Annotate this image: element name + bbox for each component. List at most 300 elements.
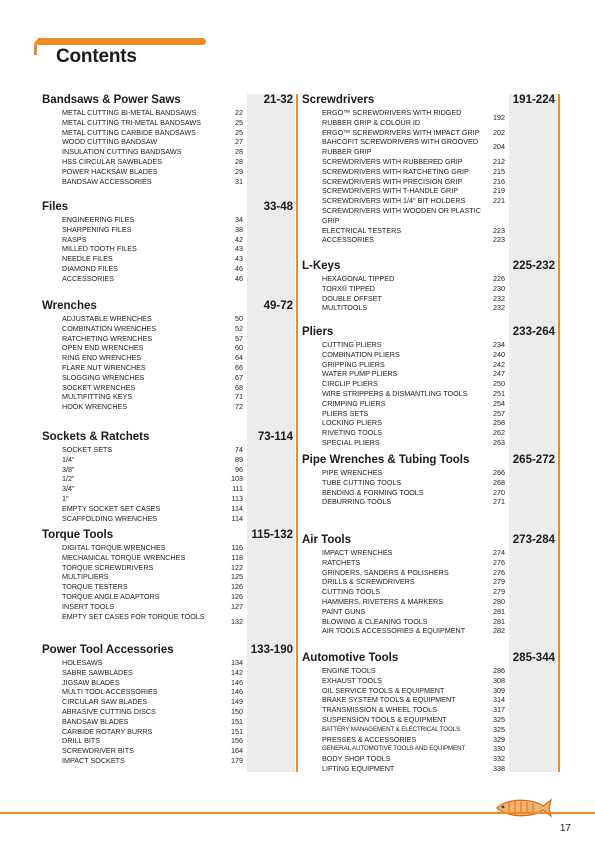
page-title: Contents [56, 46, 137, 67]
list-item[interactable] [322, 428, 507, 438]
item-label: RASPS [62, 234, 87, 244]
item-label: GRIPPING PLIERS [322, 359, 385, 369]
list-item[interactable] [62, 324, 245, 334]
item-label: IMPACT WRENCHES [322, 548, 393, 557]
item-label: SCREWDRIVER BITS [62, 746, 134, 756]
list-item[interactable] [62, 707, 245, 717]
item-label: LIFTING EQUIPMENT [322, 763, 395, 773]
list-item[interactable] [322, 577, 507, 587]
list-item[interactable] [62, 658, 245, 668]
item-label: MULTIFITTING KEYS [62, 392, 133, 402]
item-page-number: 240 [493, 349, 505, 359]
item-label: DEBURRING TOOLS [322, 497, 392, 507]
list-item[interactable] [62, 118, 245, 128]
item-label: CIRCULAR SAW BLADES [62, 697, 148, 707]
item-label: SCREWDRIVERS WITH RUBBERED GRIP [322, 156, 463, 166]
item-page-number: 114 [231, 503, 243, 513]
list-item[interactable] [322, 303, 507, 313]
item-label: OIL SERVICE TOOLS & EQUIPMENT [322, 685, 445, 695]
item-page-number: 317 [493, 705, 505, 715]
list-item[interactable] [322, 568, 507, 578]
list-item[interactable] [322, 468, 507, 478]
item-page-number: 34 [235, 215, 243, 224]
item-page-number: 266 [493, 468, 505, 477]
list-item[interactable] [322, 695, 507, 705]
item-page-number: 254 [493, 398, 505, 408]
item-page-number: 192 [493, 113, 505, 122]
item-page-number: 242 [493, 359, 505, 369]
item-page-number: 72 [235, 402, 243, 412]
list-item[interactable] [322, 705, 507, 715]
list-item[interactable] [322, 607, 507, 617]
list-item[interactable] [62, 543, 245, 553]
item-label: IMPACT SOCKETS [62, 755, 125, 765]
item-label: CIRCLIP PLIERS [322, 379, 378, 389]
item-page-number: 281 [493, 616, 505, 626]
item-page-number: 216 [493, 176, 505, 186]
item-page-number: 276 [493, 567, 505, 577]
section-page-range: 73-114 [257, 431, 293, 443]
item-label: BANDSAW ACCESSORIES [62, 176, 152, 186]
item-page-number: 258 [493, 418, 505, 428]
list-item[interactable] [62, 137, 245, 147]
item-page-number: 219 [493, 186, 505, 196]
list-item[interactable] [62, 314, 245, 324]
item-label: JIGSAW BLADES [62, 677, 120, 687]
list-item[interactable] [62, 373, 245, 383]
item-page-number: 28 [235, 147, 243, 157]
item-page-number: 270 [493, 487, 505, 497]
item-label: CARBIDE ROTARY BURRS [62, 726, 153, 736]
list-item[interactable] [62, 157, 245, 167]
list-item[interactable] [322, 666, 507, 676]
list-item[interactable] [62, 756, 245, 766]
item-page-number: 223 [493, 235, 505, 245]
item-label: PRESSES & ACCESSORIES [322, 734, 417, 744]
section-page-range: 285-344 [512, 652, 555, 664]
item-label: CRIMPING PLIERS [322, 398, 386, 408]
item-label: BATTERY MANAGEMENT & ELECTRICAL TOOLS [322, 725, 461, 733]
list-item[interactable] [322, 399, 507, 409]
list-item[interactable] [322, 389, 507, 399]
item-label: WATER PUMP PLIERS [322, 369, 398, 379]
item-page-number: 43 [235, 244, 243, 254]
page-range-shade [509, 94, 557, 772]
list-item[interactable] [322, 274, 507, 284]
list-item[interactable] [62, 363, 245, 373]
list-item[interactable] [62, 244, 245, 254]
item-page-number: 164 [231, 746, 243, 756]
list-item[interactable] [322, 167, 507, 177]
list-item[interactable] [62, 455, 245, 465]
list-item[interactable] [62, 334, 245, 344]
list-item[interactable] [322, 715, 507, 725]
item-label: COMBINATION WRENCHES [62, 323, 157, 333]
item-label: SABRE SAWBLADES [62, 667, 133, 677]
item-label: EMPTY SET CASES FOR TORQUE TOOLS [62, 611, 205, 621]
section-title: Torque Tools [42, 529, 114, 541]
list-item[interactable] [322, 177, 507, 187]
item-label: CUTTING TOOLS [322, 587, 381, 597]
list-item[interactable] [62, 484, 245, 494]
list-item[interactable] [322, 597, 507, 607]
list-item[interactable] [322, 369, 507, 379]
list-item[interactable] [62, 353, 245, 363]
section-title: Wrenches [42, 300, 97, 312]
item-label: AIR TOOLS ACCESSORIES & EQUIPMENT [322, 626, 466, 636]
item-label: LOCKING PLIERS [322, 418, 382, 428]
item-page-number: 276 [493, 557, 505, 567]
section-item-list [62, 543, 245, 626]
section-title: Pipe Wrenches & Tubing Tools [302, 454, 470, 466]
section-title: Power Tool Accessories [42, 644, 174, 656]
list-item[interactable] [62, 128, 245, 138]
section-page-range: 33-48 [263, 201, 293, 213]
list-item[interactable] [322, 735, 507, 745]
item-label: DRILLS & SCREWDRIVERS [322, 577, 415, 587]
item-label: METAL CUTTING CARBIDE BANDSAWS [62, 127, 196, 137]
list-item[interactable] [62, 678, 245, 688]
item-label: GRINDERS, SANDERS & POLISHERS [322, 567, 449, 577]
section-page-range: 273-284 [512, 534, 555, 546]
item-label: TUBE CUTTING TOOLS [322, 477, 402, 487]
item-label: 3/8" [62, 464, 75, 474]
item-label: SCREWDRIVERS WITH PRECISION GRIP [322, 176, 463, 186]
section-title: Air Tools [302, 534, 351, 546]
list-item[interactable] [62, 167, 245, 177]
item-label: EXHAUST TOOLS [322, 675, 382, 685]
item-page-number: 146 [231, 687, 243, 697]
list-item[interactable] [322, 379, 507, 389]
item-page-number: 257 [493, 408, 505, 418]
item-label: 1/4" [62, 454, 75, 464]
list-item[interactable] [62, 445, 245, 455]
item-label: PIPE WRENCHES [322, 468, 383, 477]
list-item[interactable] [62, 215, 245, 225]
item-page-number: 204 [493, 142, 505, 152]
list-item[interactable] [62, 746, 245, 756]
item-page-number: 149 [231, 697, 243, 707]
item-label: ERGO™ SCREWDRIVERS WITH RIDGED RUBBER GRIP & COLOUR ID [322, 108, 462, 127]
list-item[interactable] [322, 725, 507, 735]
item-label: GENERAL AUTOMOTIVE TOOLS AND EQUIPMENT [322, 745, 466, 753]
list-item[interactable] [322, 294, 507, 304]
list-item[interactable] [62, 697, 245, 707]
item-page-number: 118 [231, 552, 243, 562]
list-item[interactable] [62, 474, 245, 484]
item-page-number: 122 [231, 562, 243, 572]
item-label: PLIERS SETS [322, 408, 369, 418]
item-label: ABRASIVE CUTTING DISCS [62, 706, 156, 716]
item-page-number: 96 [235, 464, 243, 474]
list-item[interactable] [62, 582, 245, 592]
item-page-number: 280 [493, 596, 505, 606]
item-page-number: 25 [235, 117, 243, 127]
item-label: DIGITAL TORQUE WRENCHES [62, 543, 166, 552]
item-page-number: 271 [493, 497, 505, 507]
item-page-number: 150 [231, 706, 243, 716]
list-item[interactable] [62, 402, 245, 412]
item-label: SLOGGING WRENCHES [62, 372, 145, 382]
list-item[interactable] [322, 128, 507, 138]
item-page-number: 74 [235, 445, 243, 454]
item-page-number: 309 [493, 685, 505, 695]
item-label: 1" [62, 493, 69, 503]
item-label: MILLED TOOTH FILES [62, 244, 137, 254]
item-page-number: 111 [232, 484, 243, 494]
list-item[interactable] [62, 225, 245, 235]
item-page-number: 42 [235, 234, 243, 244]
item-label: BENDING & FORMING TOOLS [322, 487, 424, 497]
list-item[interactable] [62, 494, 245, 504]
item-page-number: 38 [235, 224, 243, 234]
list-item[interactable] [62, 465, 245, 475]
list-item[interactable] [62, 108, 245, 118]
item-page-number: 325 [493, 724, 505, 734]
list-item[interactable] [322, 676, 507, 686]
item-label: METAL CUTTING TRI-METAL BANDSAWS [62, 117, 201, 127]
list-item[interactable] [62, 235, 245, 245]
list-item[interactable] [62, 563, 245, 573]
section-page-range: 265-272 [512, 454, 555, 466]
item-page-number: 212 [493, 156, 505, 166]
item-page-number: 250 [493, 379, 505, 389]
item-label: FLARE NUT WRENCHES [62, 362, 146, 372]
list-item[interactable] [322, 744, 507, 754]
item-page-number: 28 [235, 156, 243, 166]
list-item[interactable] [322, 108, 507, 128]
list-item[interactable] [322, 438, 507, 448]
list-item[interactable] [62, 611, 245, 626]
item-page-number: 247 [493, 369, 505, 379]
list-item[interactable] [62, 264, 245, 274]
item-page-number: 116 [231, 543, 243, 552]
section-title: Pliers [302, 326, 334, 338]
item-page-number: 29 [235, 166, 243, 176]
column-divider [296, 94, 298, 772]
item-page-number: 142 [231, 667, 243, 677]
list-item[interactable] [322, 206, 507, 226]
item-page-number: 262 [493, 428, 505, 438]
item-label: OPEN END WRENCHES [62, 343, 144, 353]
list-item[interactable] [322, 137, 507, 157]
item-label: INSERT TOOLS [62, 601, 115, 611]
list-item[interactable] [322, 478, 507, 488]
list-item[interactable] [322, 226, 507, 236]
item-label: DRILL BITS [62, 736, 101, 746]
list-item[interactable] [62, 177, 245, 187]
item-label: SOCKET SETS [62, 445, 113, 454]
item-page-number: 279 [493, 587, 505, 597]
item-label: METAL CUTTING BI-METAL BANDSAWS [62, 108, 197, 117]
list-item[interactable] [322, 488, 507, 498]
item-label: ENGINE TOOLS [322, 666, 376, 675]
list-item[interactable] [62, 343, 245, 353]
list-item[interactable] [322, 340, 507, 350]
item-page-number: 52 [235, 323, 243, 333]
item-label: BODY SHOP TOOLS [322, 754, 391, 764]
item-page-number: 71 [235, 392, 243, 402]
item-page-number: 25 [235, 127, 243, 137]
item-label: 3/4" [62, 484, 75, 494]
section-item-list [62, 445, 245, 523]
item-page-number: 232 [493, 303, 505, 313]
list-item[interactable] [322, 617, 507, 627]
item-label: SPECIAL PLIERS [322, 437, 380, 447]
item-label: SCREWDRIVERS WITH 1/4" BIT HOLDERS [322, 196, 466, 206]
section-item-list [322, 274, 507, 313]
item-page-number: 31 [235, 176, 243, 186]
item-page-number: 126 [231, 591, 243, 601]
item-page-number: 215 [493, 166, 505, 176]
item-label: POWER HACKSAW BLADES [62, 166, 158, 176]
item-label: SHARPENING FILES [62, 224, 132, 234]
list-item[interactable] [322, 626, 507, 636]
list-item[interactable] [62, 383, 245, 393]
item-page-number: 46 [235, 263, 243, 273]
list-item[interactable] [62, 687, 245, 697]
list-item[interactable] [62, 553, 245, 563]
item-page-number: 126 [231, 582, 243, 592]
list-item[interactable] [322, 558, 507, 568]
item-page-number: 66 [235, 362, 243, 372]
item-label: BAHCOFIT SCREWDRIVERS WITH GROOVED RUBBER GRIP [322, 137, 479, 157]
item-page-number: 114 [231, 513, 243, 523]
item-page-number: 282 [493, 626, 505, 636]
item-page-number: 329 [493, 734, 505, 744]
item-label: ADJUSTABLE WRENCHES [62, 314, 152, 323]
item-label: HSS CIRCULAR SAWBLADES [62, 156, 162, 166]
item-page-number: 127 [231, 601, 243, 611]
item-page-number: 43 [235, 254, 243, 264]
item-page-number: 50 [235, 314, 243, 323]
item-page-number: 281 [493, 606, 505, 616]
section-item-list [62, 314, 245, 412]
item-label: MULTI TOOL ACCESSORIES [62, 687, 158, 697]
item-label: BANDSAW BLADES [62, 716, 129, 726]
item-label: MULTITOOLS [322, 303, 368, 313]
item-label: ACCESSORIES [322, 235, 374, 245]
item-page-number: 68 [235, 382, 243, 392]
section-title: L-Keys [302, 260, 341, 272]
item-label: HEXAGONAL TIPPED [322, 274, 395, 283]
list-item[interactable] [322, 284, 507, 294]
list-item[interactable] [322, 548, 507, 558]
list-item[interactable] [62, 717, 245, 727]
list-item[interactable] [322, 764, 507, 774]
list-item[interactable] [322, 587, 507, 597]
section-title: Screwdrivers [302, 94, 375, 106]
list-item[interactable] [62, 147, 245, 157]
list-item[interactable] [322, 360, 507, 370]
list-item[interactable] [322, 186, 507, 196]
section-title: Automotive Tools [302, 652, 399, 664]
item-page-number: 151 [231, 716, 243, 726]
item-page-number: 46 [235, 273, 243, 283]
item-label: RATCHETING WRENCHES [62, 333, 153, 343]
item-label: SCREWDRIVERS WITH T-HANDLE GRIP [322, 186, 459, 196]
list-item[interactable] [322, 350, 507, 360]
list-item[interactable] [322, 497, 507, 507]
page-number: 17 [559, 823, 571, 834]
item-page-number: 325 [493, 714, 505, 724]
item-page-number: 251 [493, 388, 505, 398]
list-item[interactable] [322, 235, 507, 245]
section-page-range: 233-264 [512, 326, 555, 338]
list-item[interactable] [62, 736, 245, 746]
list-item[interactable] [62, 592, 245, 602]
item-page-number: 27 [235, 137, 243, 147]
item-label: ERGO™ SCREWDRIVERS WITH IMPACT GRIP [322, 127, 480, 137]
item-page-number: 89 [235, 454, 243, 464]
item-label: MECHANICAL TORQUE WRENCHES [62, 552, 186, 562]
item-page-number: 103 [231, 474, 243, 484]
item-page-number: 151 [231, 726, 243, 736]
item-page-number: 223 [493, 225, 505, 235]
section-page-range: 49-72 [263, 300, 293, 312]
list-item[interactable] [322, 196, 507, 206]
section-page-range: 191-224 [512, 94, 555, 106]
section-item-list [62, 215, 245, 284]
list-item[interactable] [322, 754, 507, 764]
item-page-number: 179 [231, 755, 243, 765]
item-page-number: 274 [493, 548, 505, 557]
item-label: SCAFFOLDING WRENCHES [62, 513, 158, 523]
item-label: HOLESAWS [62, 658, 103, 667]
list-item[interactable] [62, 274, 245, 284]
header-accent-bar [38, 38, 206, 45]
item-label: WIRE STRIPPERS & DISMANTLING TOOLS [322, 388, 468, 398]
item-page-number: 221 [493, 196, 505, 206]
item-page-number: 67 [235, 372, 243, 382]
item-page-number: 234 [493, 340, 505, 349]
section-item-list [62, 658, 245, 766]
section-title: Files [42, 201, 69, 213]
item-page-number: 226 [493, 274, 505, 283]
item-label: RING END WRENCHES [62, 353, 142, 363]
item-label: SCREWDRIVERS WITH WOODEN OR PLASTIC GRIP [322, 205, 481, 225]
list-item[interactable] [62, 254, 245, 264]
item-label: MULTIPLIERS [62, 572, 109, 582]
list-item[interactable] [62, 602, 245, 612]
list-item[interactable] [62, 668, 245, 678]
item-page-number: 314 [493, 695, 505, 705]
list-item[interactable] [62, 514, 245, 524]
item-page-number: 232 [493, 293, 505, 303]
list-item[interactable] [322, 157, 507, 167]
section-item-list [322, 340, 507, 448]
item-page-number: 57 [235, 333, 243, 343]
list-item[interactable] [62, 572, 245, 582]
item-page-number: 125 [231, 572, 243, 582]
list-item[interactable] [322, 418, 507, 428]
item-label: DIAMOND FILES [62, 263, 118, 273]
list-item[interactable] [322, 409, 507, 419]
footer-accent-bar [0, 812, 595, 814]
list-item[interactable] [62, 504, 245, 514]
item-page-number: 113 [231, 493, 243, 503]
list-item[interactable] [62, 392, 245, 402]
item-label: ENGINEERING FILES [62, 215, 135, 224]
item-label: NEEDLE FILES [62, 254, 113, 264]
item-label: ELECTRICAL TESTERS [322, 225, 402, 235]
list-item[interactable] [62, 727, 245, 737]
item-label: ACCESSORIES [62, 273, 114, 283]
item-label: TORQUE SCREWDRIVERS [62, 562, 154, 572]
list-item[interactable] [322, 686, 507, 696]
item-label: WOOD CUTTING BANDSAW [62, 137, 158, 147]
section-item-list [322, 548, 507, 636]
